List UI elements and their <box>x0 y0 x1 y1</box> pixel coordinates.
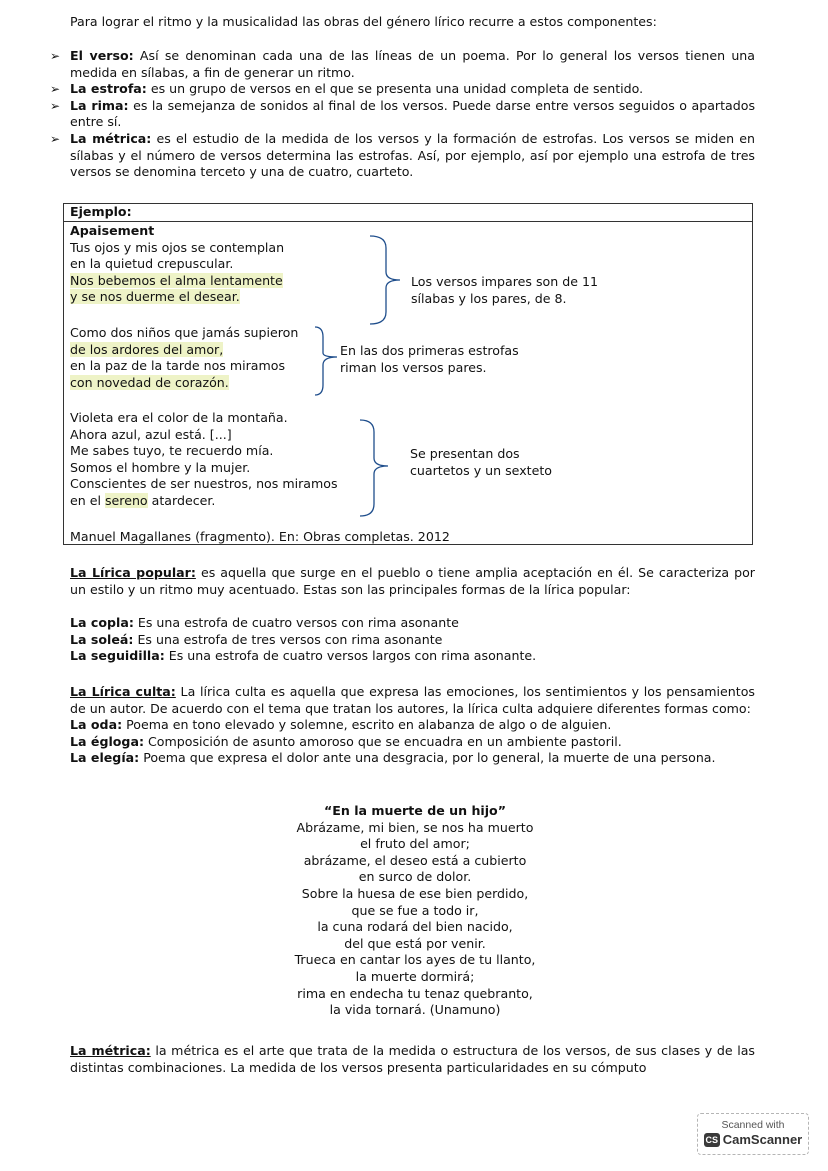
verse-line: Sobre la huesa de ese bien perdido, <box>301 885 529 901</box>
lirica-popular-section <box>70 565 755 665</box>
term: La estrofa: <box>70 81 147 97</box>
verse-line: Tus ojos y mis ojos se contemplan <box>70 239 285 255</box>
form-item: La soleá: Es una estrofa de tres versos con rima asonante <box>70 631 443 647</box>
definition: es un grupo de versos en el que se presenta una unidad completa de sentido. <box>146 81 644 97</box>
verse-line: Somos el hombre y la mujer. <box>70 459 251 475</box>
list-item <box>50 81 755 98</box>
verse-line: la muerte dormirá; <box>355 968 475 984</box>
section-text: La lírica culta es aquella que expresa las emociones, los sentimientos y los pensamientos de un autor. De acuerdo con el tema que tratan los autores, la lírica culta adquiere diferentes formas como: <box>70 684 755 716</box>
verse-line: rima en endecha tu tenaz quebranto, <box>297 985 533 1001</box>
highlighted-verse: con novedad de corazón. <box>70 374 229 390</box>
brace-icon <box>311 325 341 397</box>
verse-line: Me sabes tuyo, te recuerdo mía. <box>70 443 274 459</box>
camscanner-logo-icon: CS <box>705 1135 718 1145</box>
example-header <box>64 204 752 222</box>
verse-line: Abrázame, mi bien, se nos ha muerto <box>296 819 534 835</box>
lirica-culta-section <box>70 684 755 767</box>
form-item: La seguidilla: Es una estrofa de cuatro versos largos con rima asonante. <box>70 648 537 664</box>
highlighted-verse: Nos bebemos el alma lentamente <box>70 272 283 288</box>
verse-line: el fruto del amor; <box>360 836 470 852</box>
term: La rima: <box>70 97 129 113</box>
annotation-note: Los versos impares son de 11 sílabas y los pares, de 8. <box>411 274 598 306</box>
stanza-3 <box>70 410 338 510</box>
verse-line: la vida tornará. (Unamuno) <box>329 1002 501 1018</box>
watermark-brand: CamScanner <box>722 1132 803 1147</box>
stanza-2 <box>70 325 298 391</box>
list-item <box>50 131 755 181</box>
verse-line: en la paz de la tarde nos miramos <box>70 358 286 374</box>
arrow-bullet-icon: ➢ <box>50 82 61 97</box>
verse-line: en el sereno atardecer. <box>70 492 216 508</box>
verse-line: la cuna rodará del bien nacido, <box>317 919 513 935</box>
verse-line: Violeta era el color de la montaña. <box>70 410 288 425</box>
definition: es el estudio de la medida de los versos y la formación de estrofas. Los versos se miden en sílabas y el número de versos determina las estrofas. Así, por ejemplo, así por ejemplo una estrofa de tres versos se denomina terceto y una de cuatro, cuarteto. <box>70 130 756 180</box>
verse-line: abrázame, el deseo está a cubierto <box>303 852 527 868</box>
arrow-bullet-icon: ➢ <box>50 49 61 63</box>
verse-line: que se fue a todo ir, <box>351 902 479 918</box>
form-item: La elegía: Poema que expresa el dolor ante una desgracia, por lo general, la muerte de una persona. <box>70 750 716 766</box>
highlighted-verse: y se nos duerme el desear. <box>70 289 240 305</box>
brace-icon <box>356 418 396 518</box>
intro-text: Para lograr el ritmo y la musicalidad las obras del género lírico recurre a estos componentes: <box>70 14 657 29</box>
components-list <box>50 48 755 181</box>
form-item: La copla: Es una estrofa de cuatro versos con rima asonante <box>70 615 459 631</box>
stanza-1 <box>70 223 284 306</box>
form-item: La oda: Poema en tono elevado y solemne, escrito en alabanza de algo o de alguien. <box>70 717 612 733</box>
poem-title: Apaisement <box>70 223 155 238</box>
section-term: La métrica: <box>70 1043 151 1058</box>
section-term: La Lírica culta: <box>70 684 176 699</box>
section-text: es aquella que surge en el pueblo o tiene amplia aceptación en él. Se caracteriza por un estilo y un ritmo muy acentuado. Estas son las principales formas de la lírica popular: <box>70 565 755 597</box>
arrow-bullet-icon: ➢ <box>50 98 61 113</box>
verse-line: Conscientes de ser nuestros, nos miramos <box>70 476 338 492</box>
annotation-note: Se presentan dos cuartetos y un sexteto <box>410 446 552 478</box>
verse-line: en la quietud crepuscular. <box>70 256 234 272</box>
list-item <box>50 98 755 131</box>
term: La métrica: <box>70 130 152 146</box>
elegy-poem <box>200 803 630 1019</box>
term: El verso: <box>70 48 134 63</box>
poem-title: “En la muerte de un hijo” <box>323 803 506 818</box>
definition: Así se denominan cada una de las líneas de un poema. Por lo general los versos tienen una medida en sílabas, a fin de generar un ritmo. <box>70 48 755 80</box>
definition: es la semejanza de sonidos al final de los versos. Puede darse entre versos seguidos o apartados entre sí. <box>70 97 756 130</box>
highlighted-verse: de los ardores del amor, <box>70 341 224 357</box>
form-item: La égloga: Composición de asunto amoroso que se encuadra en un ambiente pastoril. <box>70 733 622 749</box>
verse-line: del que está por venir. <box>344 935 486 951</box>
verse-line: Trueca en cantar los ayes de tu llanto, <box>294 952 536 968</box>
example-box <box>63 203 753 545</box>
example-heading: Ejemplo: <box>70 204 132 219</box>
example-source: Manuel Magallanes (fragmento). En: Obras completas. 2012 <box>70 529 450 544</box>
annotation-note: En las dos primeras estrofas riman los versos pares. <box>340 343 519 375</box>
section-term: La Lírica popular: <box>70 565 196 580</box>
metrica-section <box>70 1043 755 1076</box>
arrow-bullet-icon: ➢ <box>50 131 61 146</box>
watermark-line: Scanned with <box>721 1119 785 1131</box>
section-text: la métrica es el arte que trata de la medida o estructura de los versos, de sus clases y de las distintas combinaciones. La medida de los versos presenta particularidades en su cómputo <box>70 1043 755 1075</box>
scanner-watermark <box>697 1113 809 1155</box>
verse-line: Como dos niños que jamás supieron <box>70 325 299 340</box>
verse-line: Ahora azul, azul está. [...] <box>70 426 232 442</box>
list-item <box>50 48 755 81</box>
brace-icon <box>364 234 404 326</box>
verse-line: en surco de dolor. <box>358 869 472 885</box>
highlighted-word: sereno <box>104 492 148 508</box>
